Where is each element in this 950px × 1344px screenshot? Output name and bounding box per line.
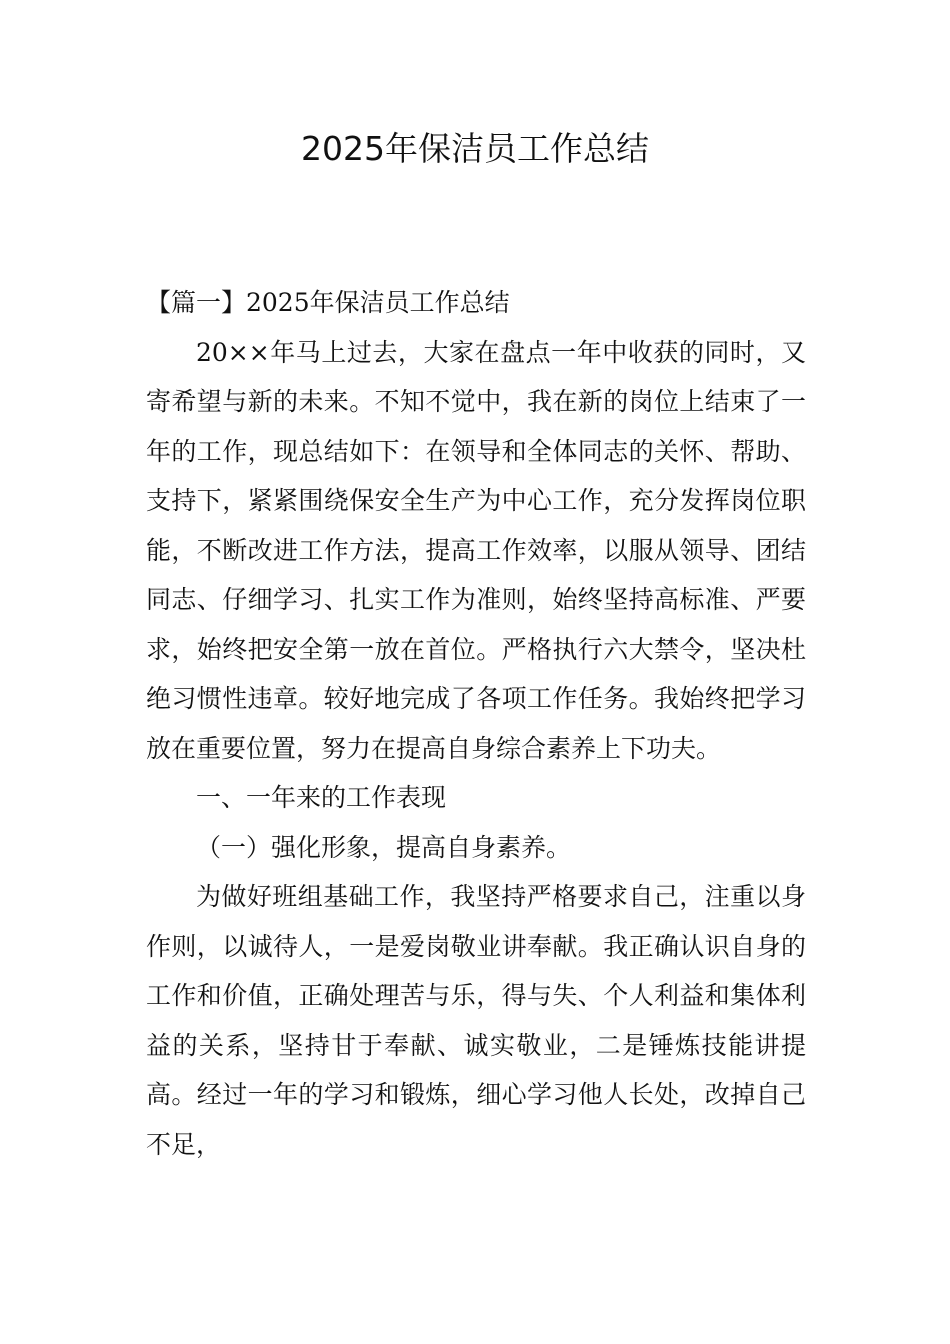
paragraph-team-work: 为做好班组基础工作，我坚持严格要求自己，注重以身作则，以诚待人，一是爱岗敬业讲奉献。我正确认识自身的工作和价值，正确处理苦与乐，得与失、个人利益和集体利益的关系，坚持甘于奉献、诚实敬业，二是锤炼技能讲提高。经过一年的学习和锻炼，细心学习他人长处，改掉自己不足， [146,882,806,1159]
document-body [146,278,806,1169]
section-heading: 【篇一】2025年保洁员工作总结 [146,288,510,317]
heading-work-performance: 一、一年来的工作表现 [196,783,447,812]
paragraph-intro: 20××年马上过去，大家在盘点一年中收获的同时，又寄希望与新的未来。不知不觉中，我在新的岗位上结束了一年的工作，现总结如下：在领导和全体同志的关怀、帮助、支持下，紧紧围绕保安全生产为中心工作，充分发挥岗位职能，不断改进工作方法，提高工作效率，以服从领导、团结同志、仔细学习、扎实工作为准则，始终坚持高标准、严要求，始终把安全第一放在首位。严格执行六大禁令，坚决杜绝习惯性违章。较好地完成了各项工作任务。我始终把学习放在重要位置，努力在提高自身综合素养上下功夫。 [146,337,806,763]
document-title: 2025年保洁员工作总结 [301,129,649,168]
subheading-image-quality: （一）强化形象，提高自身素养。 [196,832,572,862]
